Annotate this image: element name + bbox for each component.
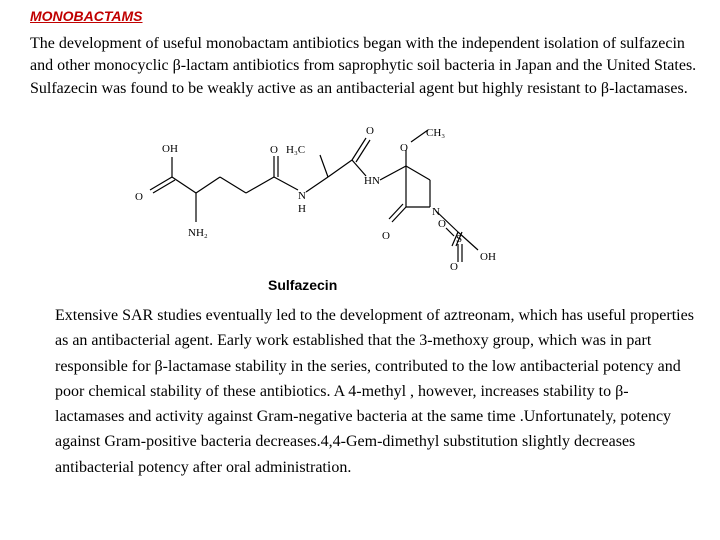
label-hn: HN [364, 175, 380, 187]
label-o-s-bottom: O [450, 261, 458, 273]
structure-bonds [150, 130, 478, 262]
label-o-s-left: O [438, 218, 446, 230]
label-oh-top: OH [162, 143, 178, 155]
label-oh-s: OH [480, 251, 496, 263]
label-s: S [456, 233, 463, 245]
sulfazecin-structure [120, 120, 520, 295]
label-h-amide: H [298, 203, 306, 215]
label-n-amide: N [298, 190, 306, 202]
label-n-ring: N [432, 206, 440, 218]
intro-paragraph: The development of useful monobactam antibiotics began with the independent isolation of sulfazecin and other monocyclic β-lactam antibiotics from saprophytic soil bacteria in Japan and the United States. Sulfazecin was found to be weakly active as an antibacterial agent but highly resistant to β-lactamases. [30, 35, 697, 97]
label-o-methoxy: O [400, 142, 408, 154]
label-ch3: CH₃ [426, 127, 446, 139]
label-o-carbonyl: O [366, 125, 374, 137]
sar-paragraph: Extensive SAR studies eventually led to the development of aztreonam, which has useful properties as an antibacterial agent. Early work established that the 3-methoxy group, which was in part responsible for β-lactamase stability in the series, contributed to the low antibacterial potency and poor chemical stability of these antibiotics. A 4-methyl , however, increases stability to β-lactamases and activity against Gram-negative bacteria at the same time .Unfortunately, potency against Gram-positive bacteria decreases.4,4-Gem-dimethyl substitution slightly decreases antibacterial potency after oral administration. [55, 307, 694, 476]
structure-caption: Sulfazecin [268, 277, 338, 293]
label-o-left: O [135, 191, 143, 203]
label-o-ring: O [382, 230, 390, 242]
label-h3c: H₃C [286, 144, 306, 156]
section-heading: MONOBACTAMS [30, 8, 143, 24]
label-o-top: O [270, 144, 278, 156]
label-nh2: NH₂ [188, 227, 208, 239]
